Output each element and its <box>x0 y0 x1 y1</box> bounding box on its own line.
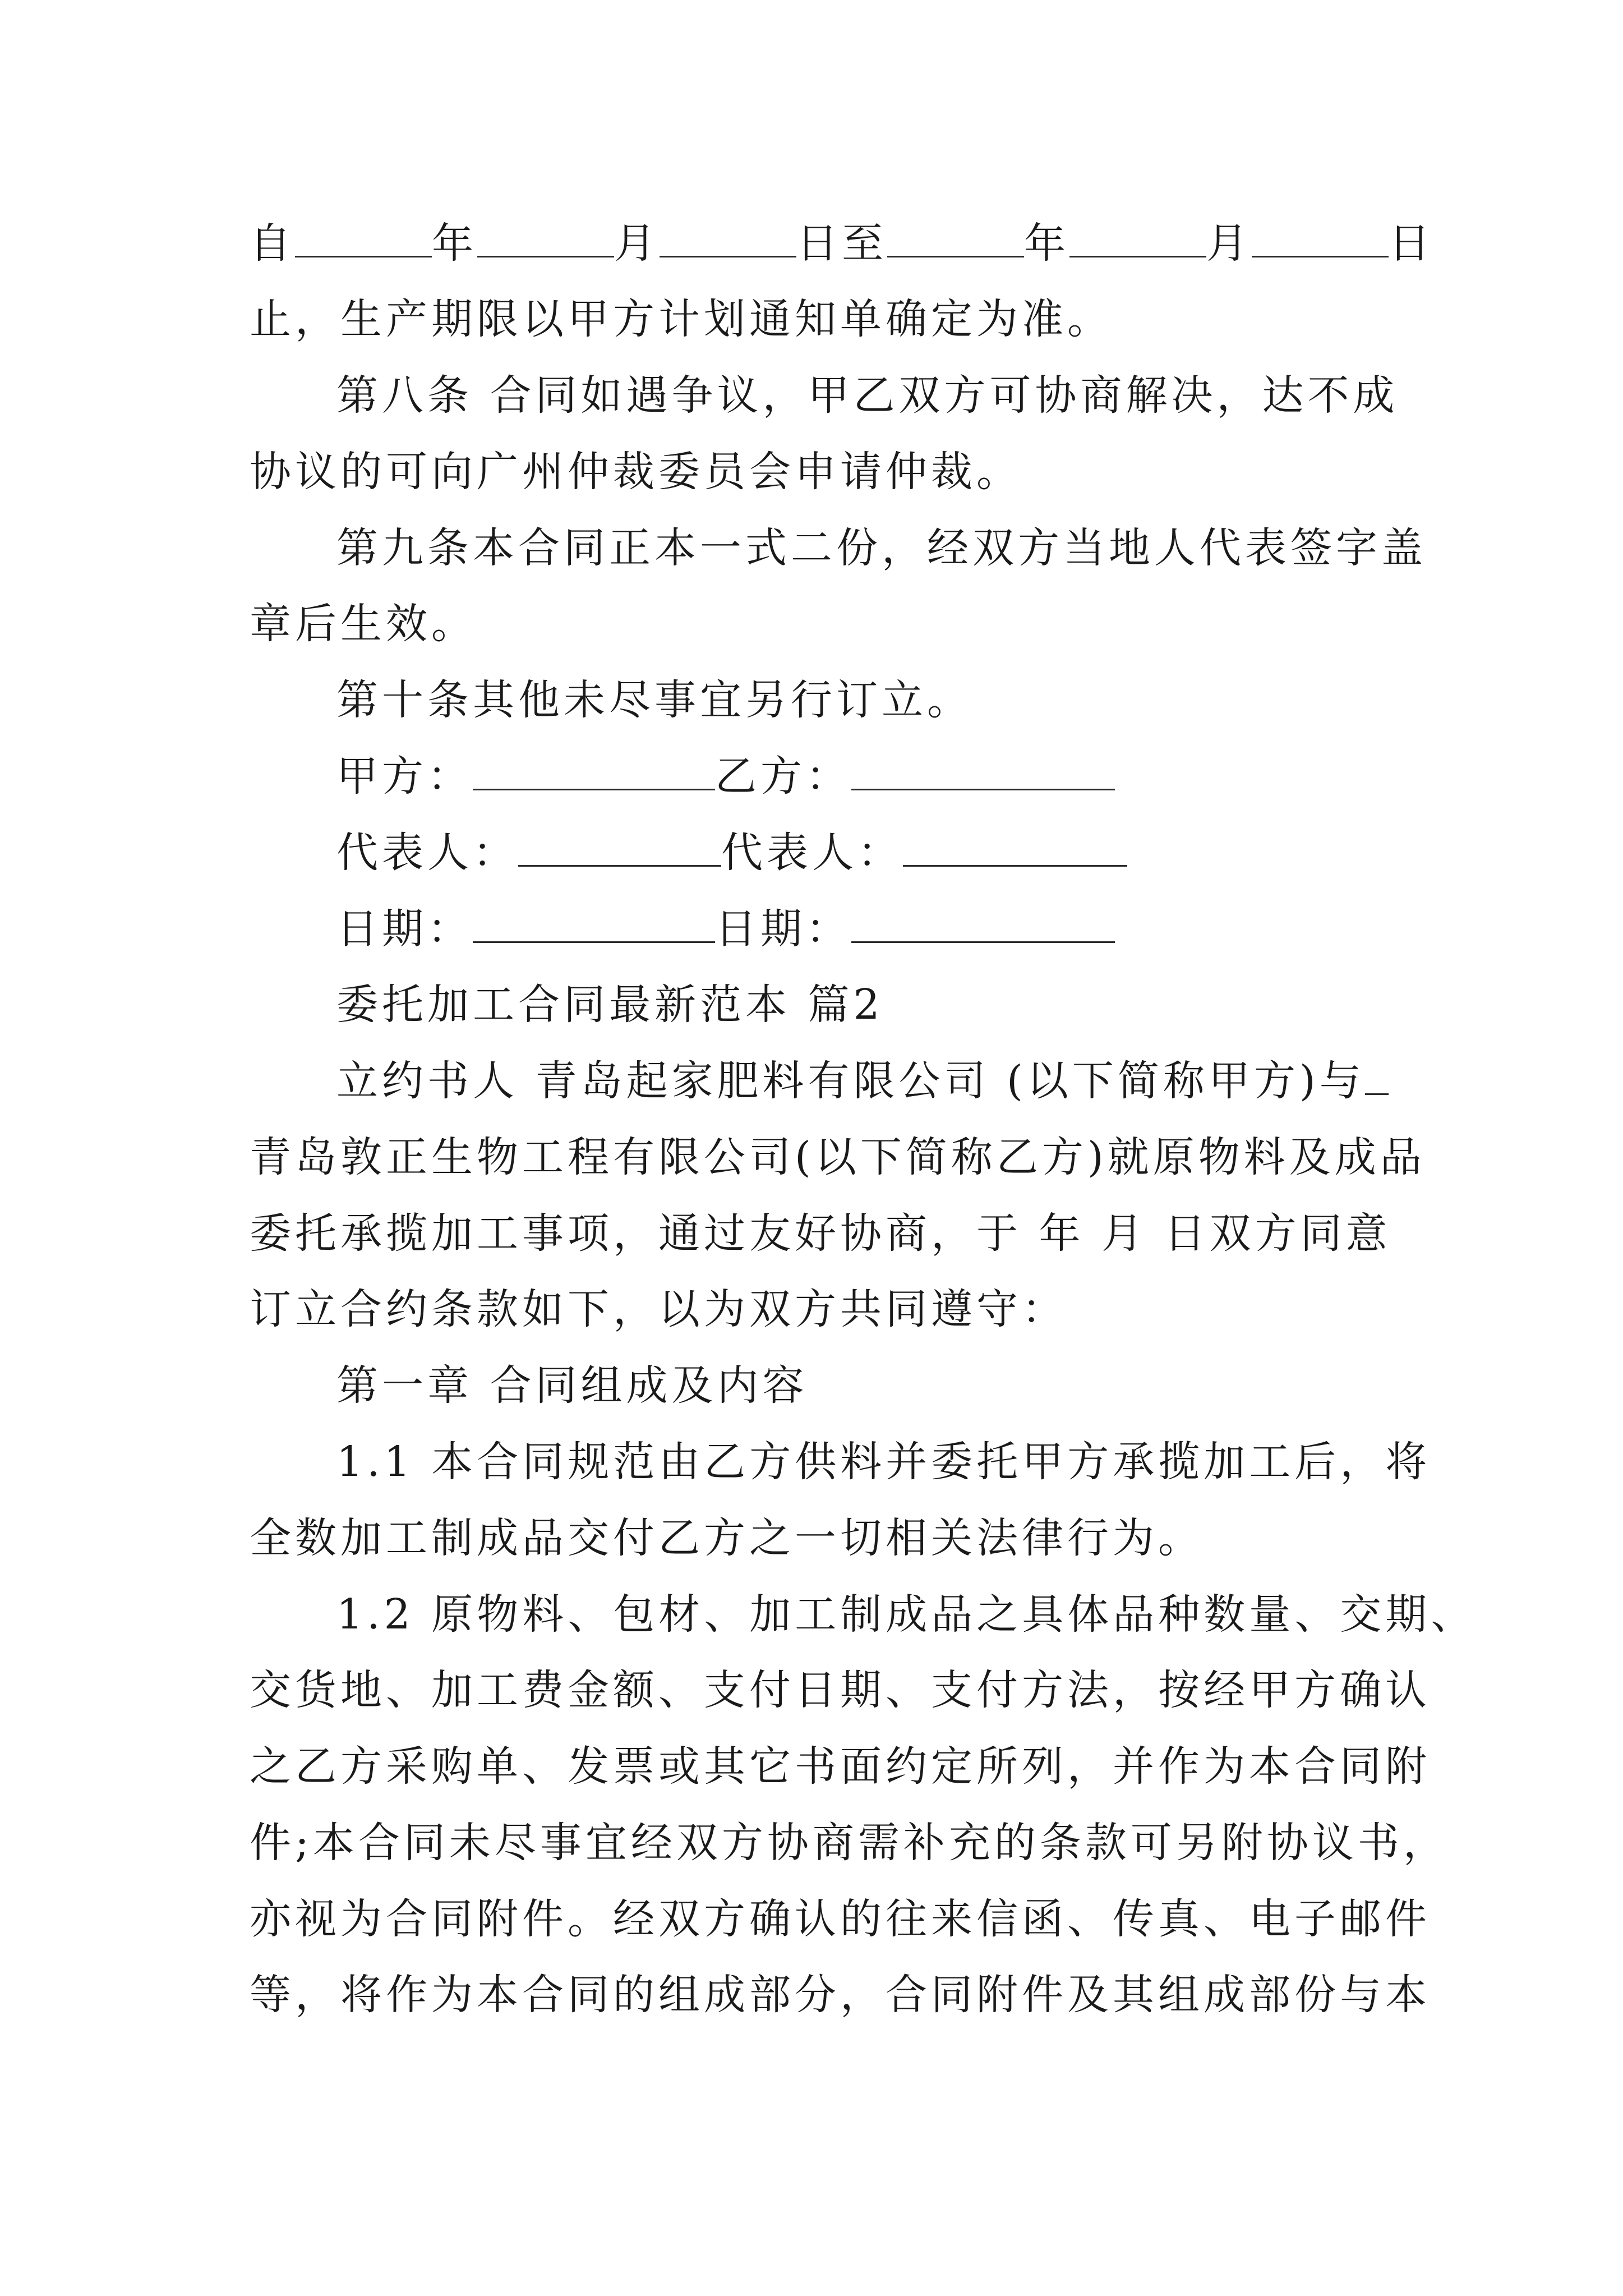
article-9-line-2: 章后生效。 <box>250 600 477 648</box>
chapter-1-heading: 第一章 合同组成及内容 <box>336 1361 808 1410</box>
clause-1-2-line-5: 亦视为合同附件。经双方确认的往来信函、传真、电子邮件 <box>250 1895 1431 1943</box>
end-year-blank <box>887 221 1024 257</box>
clause-1-2-line-4: 件;本合同未尽事宜经双方协商需补充的条款可另附协议书， <box>250 1819 1449 1867</box>
party-signature-line <box>336 751 1115 802</box>
article-8-line-2: 协议的可向广州仲裁委员会申请仲裁。 <box>250 448 1022 496</box>
day-label-2: 日 <box>1389 219 1434 268</box>
rep-a-blank <box>518 830 721 867</box>
rep-a-label: 代表人： <box>336 829 518 877</box>
year-label-2: 年 <box>1024 219 1069 268</box>
clause-1-2-line-6: 等，将作为本合同的组成部分，合同附件及其组成部份与本 <box>250 1971 1431 2019</box>
party-b-label: 乙方： <box>715 752 851 800</box>
end-day-blank <box>1252 221 1389 257</box>
clause-1-2-line-1: 1.2 原物料、包材、加工制成品之具体品种数量、交期、 <box>336 1590 1477 1639</box>
article-9-line-1: 第九条本合同正本一式二份，经双方当地人代表签字盖 <box>336 524 1427 572</box>
date-a-label: 日期： <box>336 905 473 953</box>
date-b-label: 日期： <box>715 905 851 953</box>
month-label-2: 月 <box>1206 219 1252 268</box>
representative-signature-line <box>336 827 1127 878</box>
article-10-line: 第十条其他未尽事宜另行订立。 <box>336 676 972 724</box>
production-date-range-line <box>250 218 1434 269</box>
intro-line-2: 青岛敦正生物工程有限公司(以下简称乙方)就原物料及成品 <box>250 1133 1426 1181</box>
intro-line-1 <box>336 1056 1389 1106</box>
party-a-blank <box>473 754 715 790</box>
article-8-line-1: 第八条 合同如遇争议，甲乙双方可协商解决，达不成 <box>336 371 1399 420</box>
intro-line-3: 委托承揽加工事项，通过友好协商，于 年 月 日双方同意 <box>250 1209 1391 1258</box>
start-month-blank <box>477 221 614 257</box>
rep-b-label: 代表人： <box>721 829 903 877</box>
date-from-label: 自 <box>250 219 295 268</box>
clause-1-1-line-1: 1.1 本合同规范由乙方供料并委托甲方承揽加工后，将 <box>336 1438 1431 1486</box>
intro-line-1-text: 立约书人 青岛起家肥料有限公司 (以下简称甲方)与 <box>336 1057 1365 1105</box>
day-to-label: 日至 <box>796 219 887 268</box>
month-label: 月 <box>614 219 660 268</box>
party-b-blank <box>851 754 1115 790</box>
party-a-label: 甲方： <box>336 752 473 800</box>
date-signature-line <box>336 904 1115 954</box>
clause-1-1-line-2: 全数加工制成品交付乙方之一切相关法律行为。 <box>250 1514 1204 1562</box>
date-b-blank <box>851 907 1115 943</box>
end-month-blank <box>1069 221 1206 257</box>
clause-1-2-line-2: 交货地、加工费金额、支付日期、支付方法，按经甲方确认 <box>250 1666 1431 1714</box>
intro-line-4: 订立合约条款如下，以为双方共同遵守： <box>250 1285 1067 1333</box>
section-2-heading: 委托加工合同最新范本 篇2 <box>336 981 884 1029</box>
start-year-blank <box>295 221 432 257</box>
start-day-blank <box>660 221 796 257</box>
intro-trailing-blank <box>1365 1059 1389 1095</box>
period-end-text: 止，生产期限以甲方计划通知单确定为准。 <box>250 295 1113 343</box>
rep-b-blank <box>903 830 1127 867</box>
date-a-blank <box>473 907 715 943</box>
clause-1-2-line-3: 之乙方采购单、发票或其它书面约定所列，并作为本合同附 <box>250 1742 1431 1791</box>
year-label: 年 <box>432 219 477 268</box>
